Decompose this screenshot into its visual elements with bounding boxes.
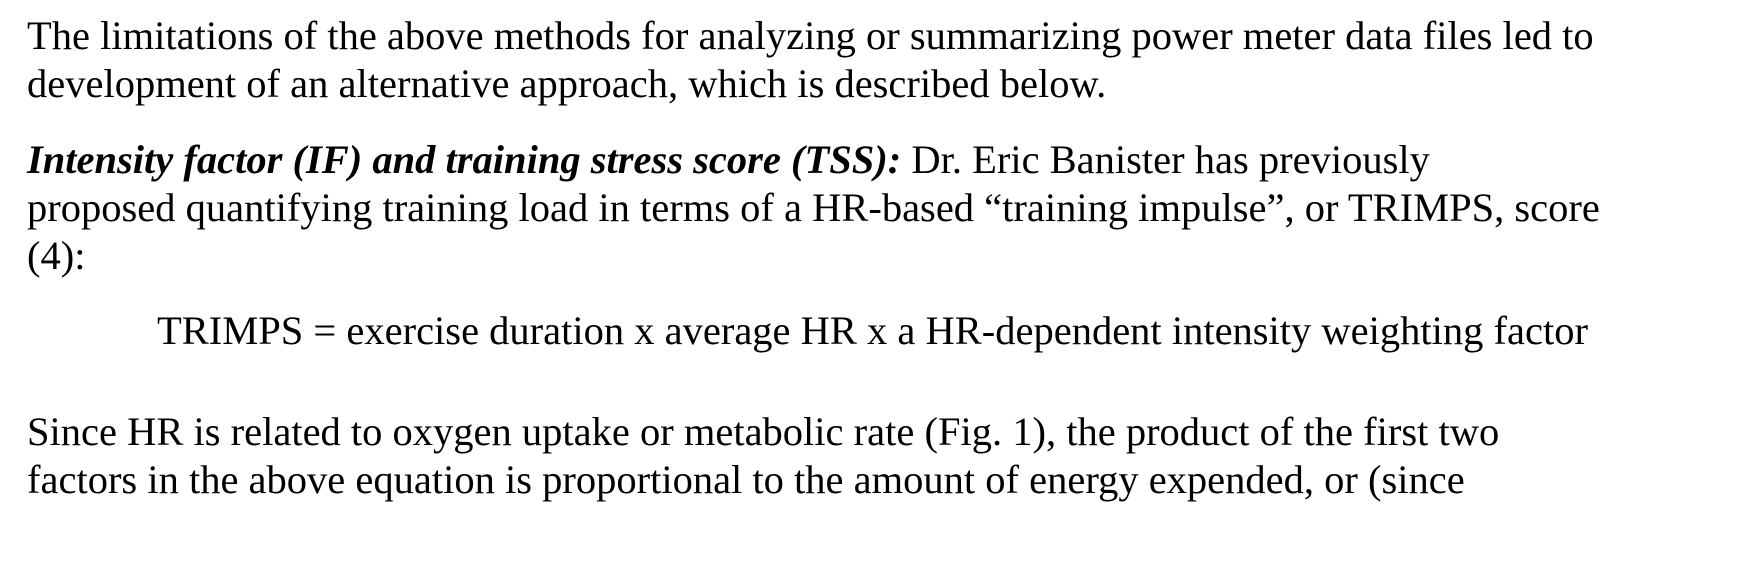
section-heading: Intensity factor (IF) and training stress score (TSS): [27,137,902,182]
trimps-equation [157,307,1744,355]
paragraph-line [27,136,1727,184]
paragraph-if-tss [27,136,1727,280]
paragraph-text: Dr. Eric Banister has previously [901,137,1430,182]
paragraph-line: proposed quantifying training load in terms of a HR-based “training impulse”, or TRIMPS, score [27,185,1600,230]
paragraph-line: Since HR is related to oxygen uptake or metabolic rate (Fig. 1), the product of the first two [27,409,1500,454]
paragraph-limitations [27,12,1727,108]
paragraph-line: development of an alternative approach, which is described below. [27,61,1107,106]
paragraph-line: factors in the above equation is proportional to the amount of energy expended, or (since [27,457,1465,502]
paragraph-line: The limitations of the above methods for analyzing or summarizing power meter data files led to [27,13,1594,58]
paragraph-line: (4): [27,233,86,278]
paragraph-hr-explanation [27,408,1727,504]
equation-text: TRIMPS = exercise duration x average HR x a HR-dependent intensity weighting factor [157,308,1588,353]
